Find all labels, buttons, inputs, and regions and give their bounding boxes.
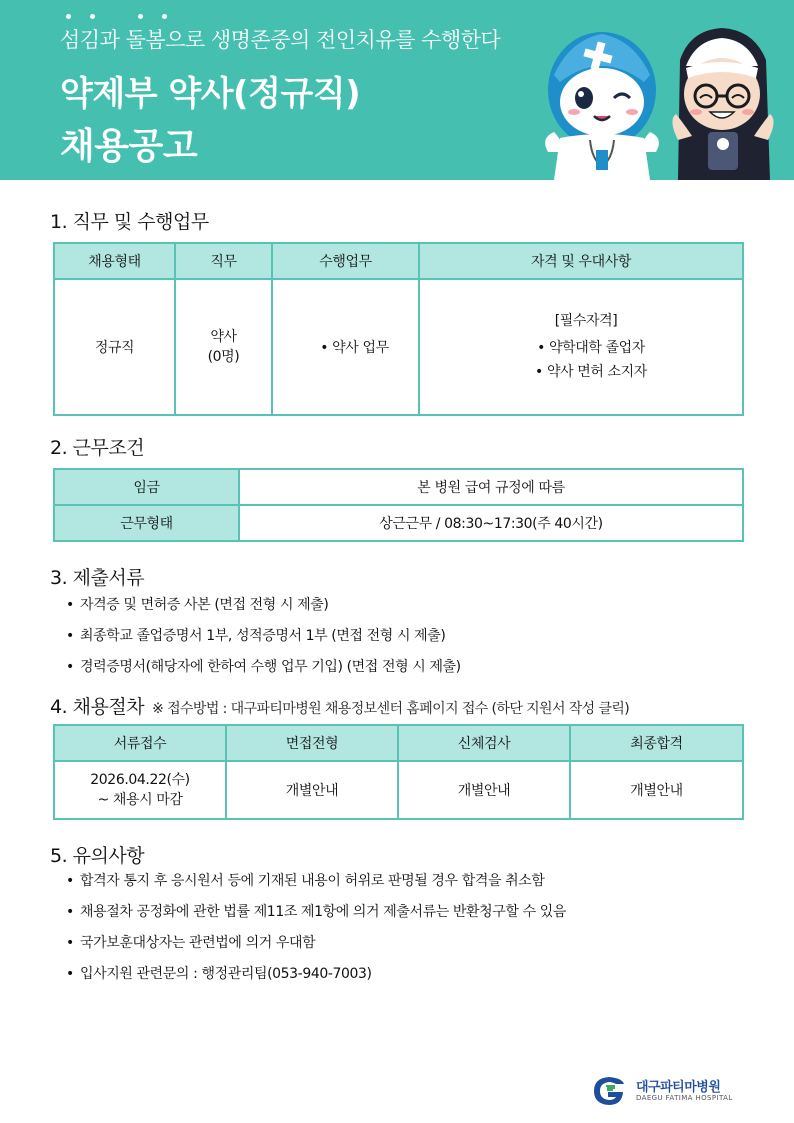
documents-list	[66, 590, 461, 683]
doctor-mascot-icon	[545, 32, 659, 180]
section-title-process	[50, 692, 629, 719]
column-header: 직무	[175, 243, 272, 279]
list-item: • 자격증 및 면허증 사본 (면접 전형 시 제출)	[66, 590, 461, 621]
deadline-note: ~ 채용시 마감	[97, 792, 183, 808]
column-header: 서류접수	[54, 725, 226, 761]
required-qualification-label: [필수자격]	[554, 313, 618, 329]
process-title: 4. 채용절차	[50, 696, 145, 718]
list-item: • 입사지원 관련문의 : 행정관리팀(053-940-7003)	[66, 959, 566, 990]
column-header: 최종합격	[570, 725, 743, 761]
deadline-date: 2026.04.22(수)	[90, 772, 190, 788]
job-cell	[175, 279, 272, 415]
notes-list	[66, 866, 566, 990]
process-cell: 개별안내	[570, 761, 743, 819]
column-header: 신체검사	[398, 725, 570, 761]
section-title-duties: 1. 직무 및 수행업무	[50, 211, 209, 233]
section-title-notes: 5. 유의사항	[50, 845, 145, 867]
page-title: 약제부 약사(정규직)	[60, 74, 361, 114]
condition-value: 본 병원 급여 규정에 따름	[239, 469, 743, 505]
hospital-logo	[588, 1074, 758, 1110]
hospital-slogan: 섬김과 돌봄으로 생명존중의 전인치유를 수행한다	[60, 28, 501, 52]
process-cell: 개별안내	[226, 761, 398, 819]
job-title: 약사	[210, 329, 237, 345]
process-table	[53, 724, 744, 820]
mascot-illustration	[540, 20, 780, 180]
hospital-logo-icon	[588, 1074, 630, 1108]
column-header: 수행업무	[272, 243, 419, 279]
duty-cell: • 약사 업무	[272, 279, 419, 415]
conditions-table	[53, 468, 744, 542]
list-item: • 채용절차 공정화에 관한 법률 제11조 제1항에 의거 제출서류는 반환청구할 수 있음	[66, 897, 566, 928]
nun-mascot-icon	[672, 28, 773, 180]
duties-table	[53, 242, 744, 416]
condition-value: 상근근무 / 08:30~17:30(주 40시간)	[239, 505, 743, 541]
column-header: 자격 및 우대사항	[419, 243, 743, 279]
condition-label: 근무형태	[54, 505, 239, 541]
section-title-documents: 3. 제출서류	[50, 567, 145, 589]
employment-type-cell: 정규직	[54, 279, 175, 415]
hospital-name: 대구파티마병원	[636, 1080, 721, 1095]
condition-label: 임금	[54, 469, 239, 505]
process-cell: 개별안내	[398, 761, 570, 819]
page-subtitle: 채용공고	[60, 126, 198, 167]
section-title-conditions: 2. 근무조건	[50, 437, 145, 459]
job-count: (0명)	[207, 349, 240, 365]
qualification-cell	[419, 279, 743, 415]
column-header: 채용형태	[54, 243, 175, 279]
header-banner	[0, 0, 794, 180]
list-item: • 경력증명서(해당자에 한하여 수행 업무 기입) (면접 전형 시 제출)	[66, 652, 461, 683]
list-item: • 국가보훈대상자는 관련법에 의거 우대함	[66, 928, 566, 959]
list-item: • 합격자 통지 후 응시원서 등에 기재된 내용이 허위로 판명될 경우 합격을 취소함	[66, 866, 566, 897]
list-item: • 최종학교 졸업증명서 1부, 성적증명서 1부 (면접 전형 시 제출)	[66, 621, 461, 652]
hospital-name-english: DAEGU FATIMA HOSPITAL	[636, 1094, 733, 1102]
qualification-item: • 약학대학 졸업자	[537, 340, 645, 356]
qualification-item: • 약사 면허 소지자	[535, 364, 647, 380]
document-deadline-cell	[54, 761, 226, 819]
application-method-note: ※ 접수방법 : 대구파티마병원 채용정보센터 홈페이지 접수 (하단 지원서 작성 클릭)	[152, 701, 630, 717]
column-header: 면접전형	[226, 725, 398, 761]
